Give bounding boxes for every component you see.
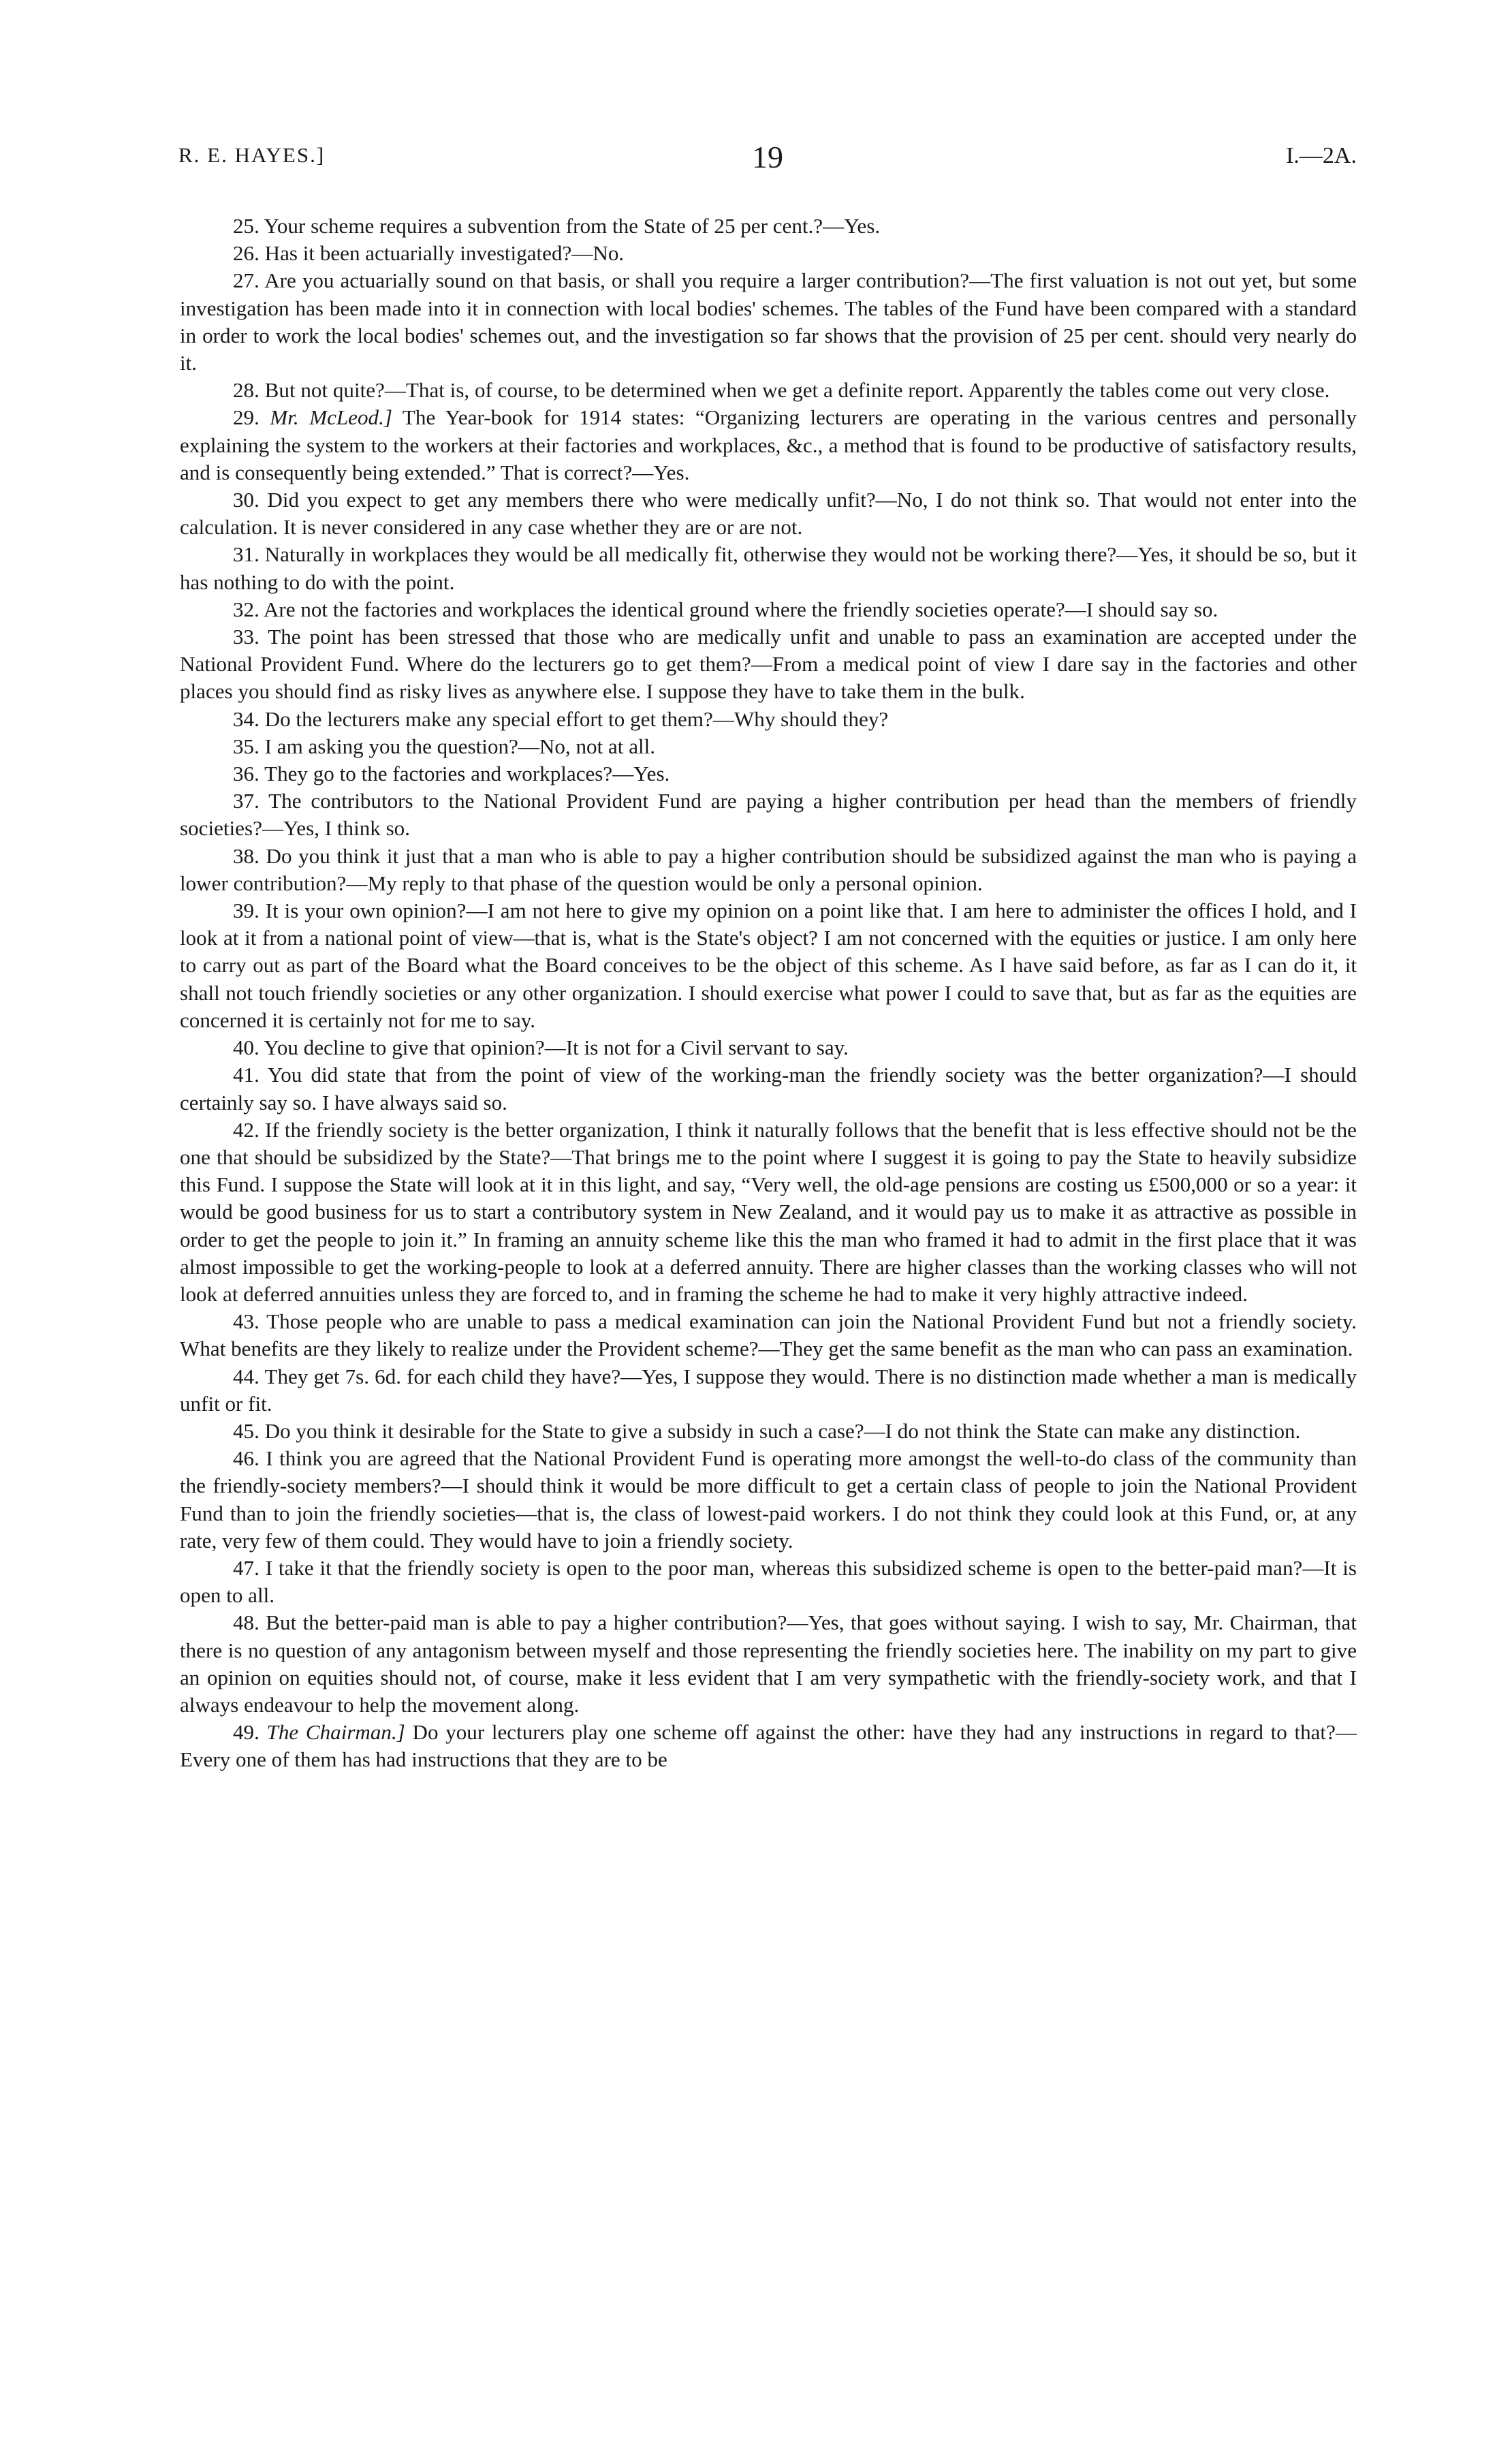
question-text: Has it been actuarially investigated?—No. <box>264 241 625 266</box>
question-text: Did you expect to get any members there who were medically unfit?—No, I do not think so. That would not enter into the calculation. It is never considered in any case whether they are or are not. <box>180 488 1357 540</box>
question-text: But not quite?—That is, of course, to be determined when we get a definite report. Apparently the tables come out very close. <box>264 378 1330 403</box>
question-number: 26. <box>233 241 259 266</box>
question-number: 39. <box>233 899 259 923</box>
question-text: Naturally in workplaces they would be all medically fit, otherwise they would not be working there?—Yes, it should be so, but it has nothing to do with the point. <box>180 542 1357 594</box>
question-number: 45. <box>233 1418 259 1443</box>
question-number: 32. <box>233 597 259 621</box>
question-paragraph <box>180 1555 1357 1609</box>
question-number: 33. <box>233 625 259 649</box>
question-number: 30. <box>233 488 259 512</box>
question-text: The Year-book for 1914 states: “Organizing lecturers are operating in the various centres and personally explaining the system to the workers at their factories and workplaces, &c., a method that is found to be productive of satisfactory results, and is consequently being extended.” That is correct?—Yes. <box>180 405 1357 484</box>
question-number: 37. <box>233 789 259 813</box>
question-paragraph <box>180 1061 1357 1116</box>
question-paragraph <box>180 213 1357 240</box>
question-text: I take it that the friendly society is open to the poor man, whereas this subsidized scheme is open to the better-paid man?—It is open to all. <box>180 1555 1357 1608</box>
question-paragraph <box>180 486 1357 541</box>
question-paragraph <box>180 1609 1357 1719</box>
question-paragraph <box>180 706 1357 733</box>
question-paragraph <box>180 760 1357 788</box>
question-number: 29. <box>233 405 259 430</box>
question-text: Do you think it desirable for the State to give a subsidy in such a case?—I do not think the State can make any distinction. <box>264 1418 1301 1443</box>
question-paragraph <box>180 240 1357 267</box>
question-text: Do you think it just that a man who is able to pay a higher contribution should be subsidized against the man who is paying a lower contribution?—My reply to that phase of the question would be only a personal opinion. <box>180 843 1357 895</box>
question-number: 44. <box>233 1364 259 1388</box>
question-number: 35. <box>233 734 259 758</box>
question-text: You decline to give that opinion?—It is not for a Civil servant to say. <box>264 1035 849 1060</box>
question-number: 48. <box>233 1610 259 1635</box>
question-text: Are not the factories and workplaces the identical ground where the friendly societies operate?—I should say so. <box>263 597 1218 621</box>
question-number: 47. <box>233 1555 259 1580</box>
question-text: I am asking you the question?—No, not at all. <box>264 734 656 758</box>
question-text: But the better-paid man is able to pay a higher contribution?—Yes, that goes without saying. I wish to say, Mr. Chairman, that there is no question of any antagonism between myself and those representing the friendly societies here. The inability on my part to give an opinion on equities should not, of course, make it less evident that I am very sympathetic with the friendly-society work, and that I always endeavour to help the movement along. <box>180 1610 1357 1717</box>
question-paragraph <box>180 541 1357 595</box>
question-number: 36. <box>233 762 259 786</box>
question-number: 42. <box>233 1117 259 1142</box>
question-text: I think you are agreed that the National Provident Fund is operating more amongst the well-to-do class of the community than the friendly-society members?—I should think it would be more difficult to get a certain class of people to join the National Provident Fund than to join the friendly societies—that is, the class of lowest-paid workers. I do not think they could look at this Fund, or, at any rate, very few of them could. They would have to join a friendly society. <box>180 1446 1357 1553</box>
question-text: They go to the factories and workplaces?—Yes. <box>264 762 670 786</box>
transcript-body <box>180 213 1357 1774</box>
question-text: Are you actuarially sound on that basis, or shall you require a larger contribution?—The first valuation is not out yet, but some investigation has been made into it in connection with local bodies' schemes. The tables of the Fund have been compared with a standard in order to work the local bodies' schemes out, and the investigation so far shows that the provision of 25 per cent. should very nearly do it. <box>180 268 1357 375</box>
question-number: 38. <box>233 843 259 868</box>
question-paragraph <box>180 623 1357 706</box>
question-paragraph <box>180 843 1357 897</box>
question-paragraph <box>180 267 1357 377</box>
question-number: 41. <box>233 1063 259 1087</box>
question-paragraph <box>180 1117 1357 1308</box>
question-text: Your scheme requires a subvention from the State of 25 per cent.?—Yes. <box>264 214 881 238</box>
question-paragraph <box>180 1418 1357 1445</box>
question-text: If the friendly society is the better organization, I think it naturally follows that the benefit that is less effective should not be the one that should be subsidized by the State?—That brings me to the point where I suggest it is going to pay the State to heavily subsidize this Fund. I suppose the State will look at it in this light, and say, “Very well, the old-age pensions are costing us £500,000 or so a year: it would be good business for us to start a contributory system in New Zealand, and it would pay us to make it as attractive as possible in order to get the people to join it.” In framing an annuity scheme like this the man who framed it had to admit in the first place that it was almost impossible to get the working-people to look at a deferred annuity. There are higher classes than the working classes who will not look at deferred annuities unless they are forced to, and in framing the scheme he had to make it very highly attractive indeed. <box>180 1117 1357 1306</box>
question-text: They get 7s. 6d. for each child they have?—Yes, I suppose they would. There is no distinction made whether a man is medically unfit or fit. <box>180 1364 1357 1416</box>
question-text: It is your own opinion?—I am not here to give my opinion on a point like that. I am here to administer the offices I hold, and I look at it from a national point of view—that is, what is the State's object? I am not concerned with the equities or justice. I am only here to carry out as part of the Board what the Board conceives to be the object of this scheme. As I have said before, as far as I can do it, it shall not touch friendly societies or any other organization. I should exercise what power I could to save that, but as far as the equities are concerned it is certainly not for me to say. <box>180 899 1357 1032</box>
question-number: 27. <box>233 268 259 293</box>
question-paragraph <box>180 1445 1357 1555</box>
document-reference: I.—2A. <box>1286 143 1357 168</box>
speaker-label: The Chairman.] <box>266 1720 405 1745</box>
question-paragraph <box>180 1308 1357 1362</box>
question-number: 46. <box>233 1446 259 1471</box>
question-number: 31. <box>233 542 259 567</box>
question-text: The contributors to the National Provident Fund are paying a higher contribution per head than the members of friendly societies?—Yes, I think so. <box>180 789 1357 841</box>
question-paragraph <box>180 596 1357 623</box>
question-paragraph <box>180 377 1357 404</box>
question-text: The point has been stressed that those who are medically unfit and unable to pass an examination are accepted under the National Provident Fund. Where do the lecturers go to get them?—From a medical point of view I dare say in the factories and other places you should find as risky lives as anywhere else. I suppose they have to take them in the bulk. <box>180 625 1357 704</box>
question-number: 49. <box>233 1720 259 1745</box>
question-text: You did state that from the point of view of the working-man the friendly society was the better organization?—I should certainly say so. I have always said so. <box>180 1063 1357 1115</box>
question-paragraph <box>180 1034 1357 1061</box>
page-header <box>178 140 1357 184</box>
question-paragraph <box>180 788 1357 842</box>
witness-name: R. E. HAYES.] <box>178 143 326 167</box>
question-paragraph <box>180 1363 1357 1418</box>
question-number: 40. <box>233 1035 259 1060</box>
question-text: Do your lecturers play one scheme off against the other: have they had any instructions in regard to that?—Every one of them has had instructions that they are to be <box>180 1720 1357 1772</box>
page-number: 19 <box>752 140 783 174</box>
question-paragraph <box>180 897 1357 1034</box>
question-number: 25. <box>233 214 259 238</box>
question-paragraph <box>180 1719 1357 1773</box>
question-number: 28. <box>233 378 259 403</box>
question-number: 34. <box>233 706 259 731</box>
question-number: 43. <box>233 1309 259 1334</box>
question-paragraph <box>180 404 1357 486</box>
question-text: Those people who are unable to pass a medical examination can join the National Provident Fund but not a friendly society. What benefits are they likely to realize under the Provident scheme?—They get the same benefit as the man who can pass an examination. <box>180 1309 1357 1361</box>
question-text: Do the lecturers make any special effort to get them?—Why should they? <box>264 706 889 731</box>
speaker-label: Mr. McLeod.] <box>270 405 392 430</box>
question-paragraph <box>180 733 1357 760</box>
